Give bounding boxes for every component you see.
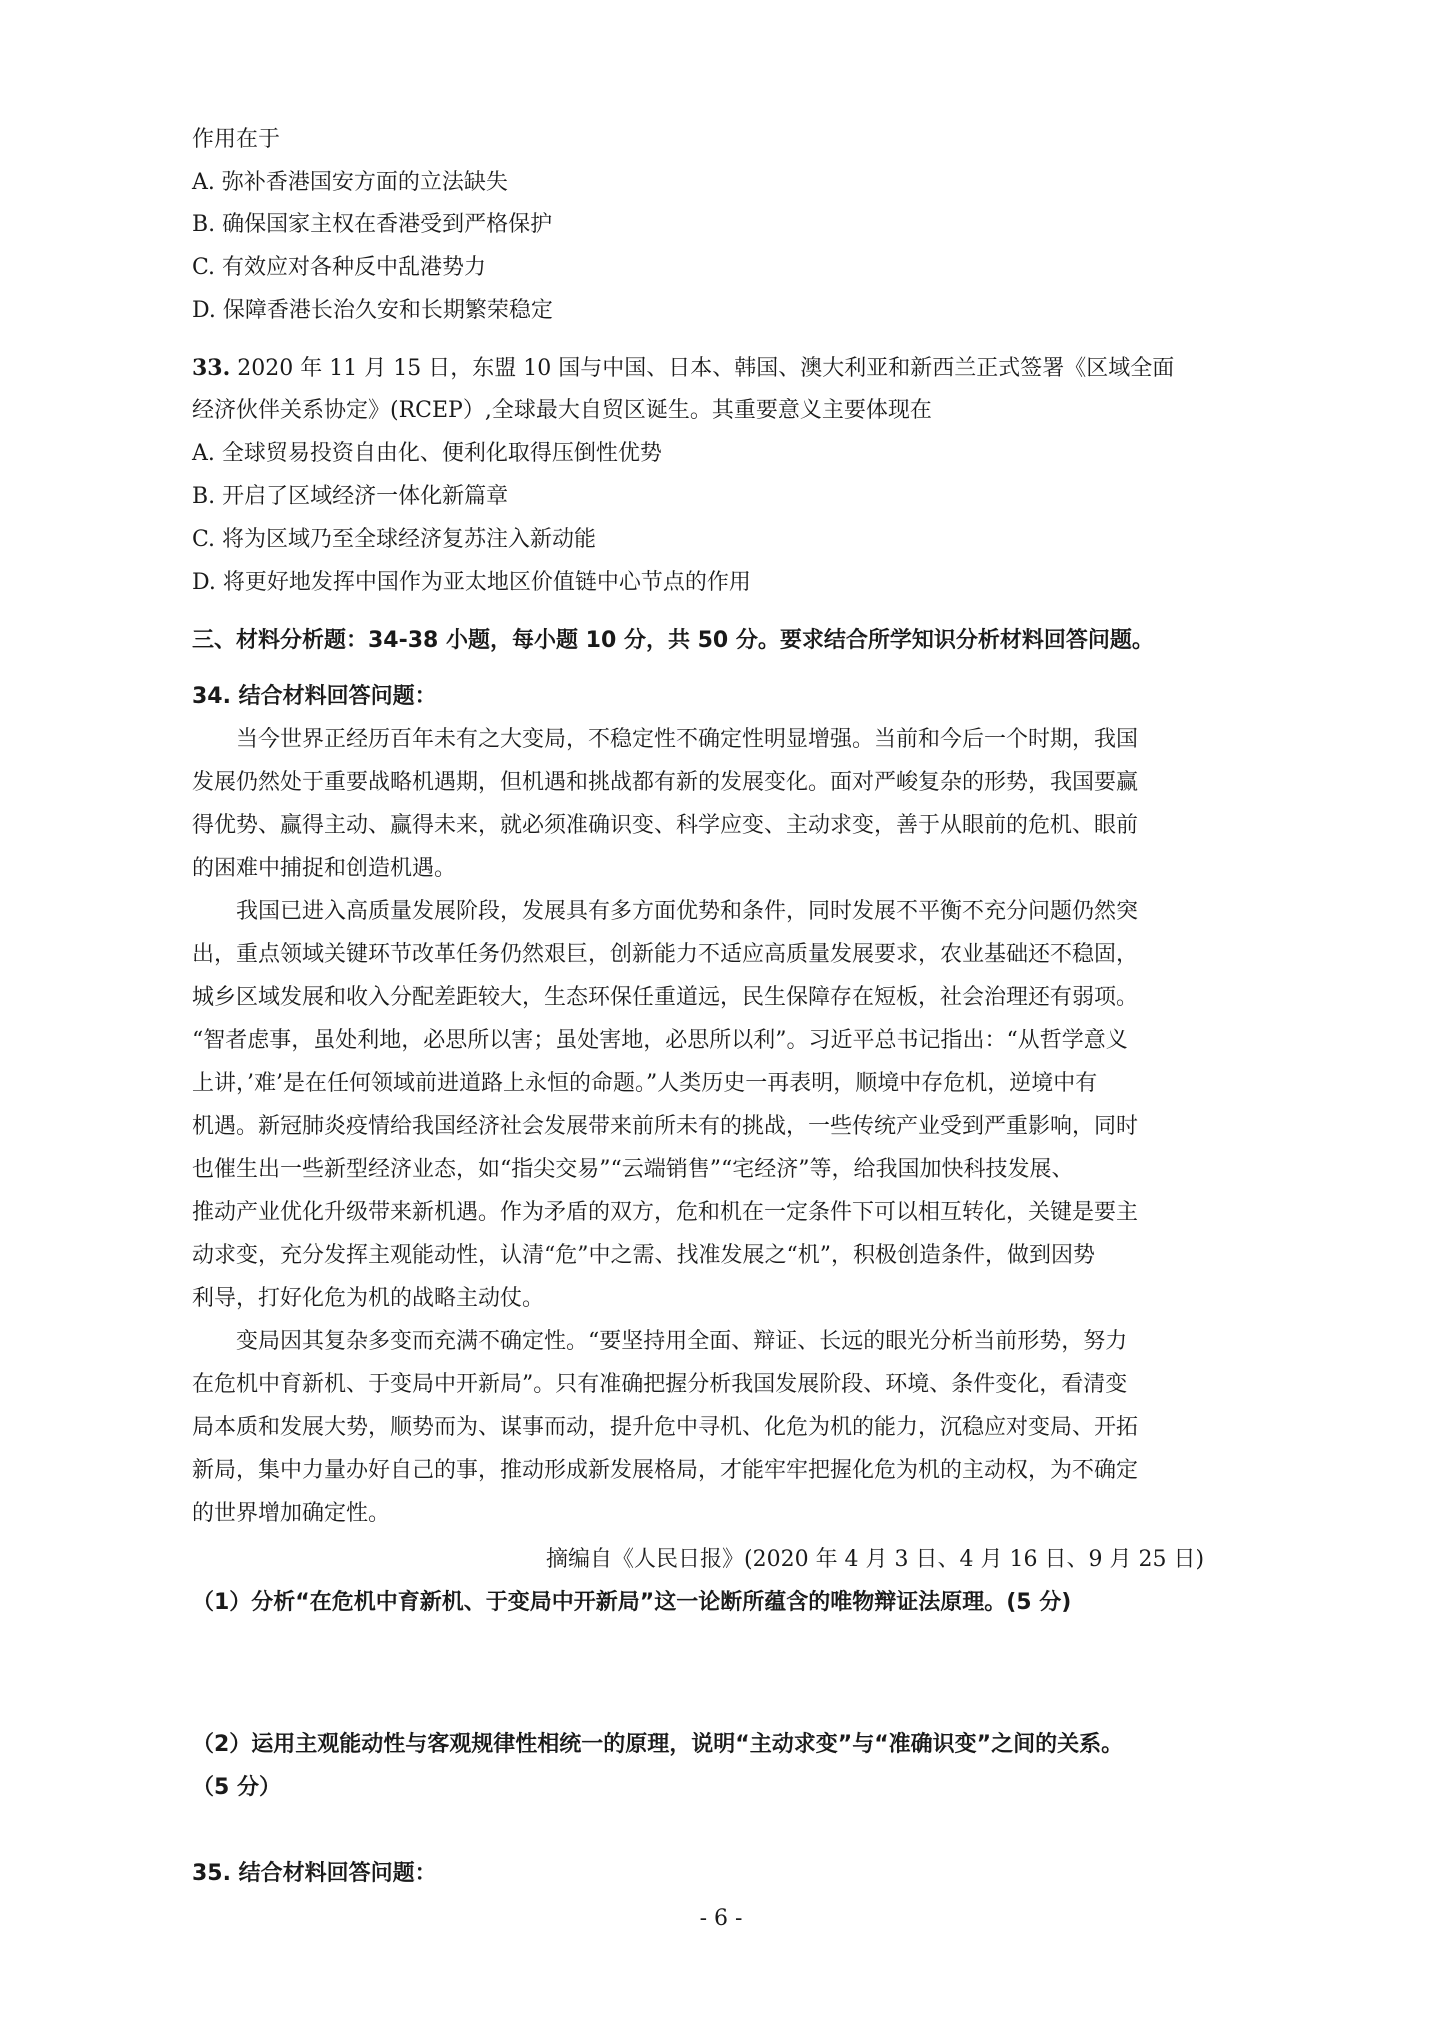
q34-material-line: 上讲，’难’是在任何领域前进道路上永恒的命题。”人类历史一再表明，顺境中存危机，逆境中有 — [192, 1071, 1098, 1096]
q34-material-line: 发展仍然处于重要战略机遇期，但机遇和挑战都有新的发展变化。面对严峻复杂的形势，我国要赢 — [192, 770, 1139, 795]
q33-option-b: B. 开启了区域经济一体化新篇章 — [192, 484, 509, 509]
q32-option-d: D. 保障香港长治久安和长期繁荣稳定 — [192, 298, 553, 323]
q34-material-line: 新局，集中力量办好自己的事，推动形成新发展格局，才能牢牢把握化危为机的主动权，为不确定 — [192, 1458, 1139, 1483]
q34-material-line: 推动产业优化升级带来新机遇。作为矛盾的双方，危和机在一定条件下可以相互转化，关键是要主 — [192, 1200, 1139, 1225]
q34-material-line: 在危机中育新机、于变局中开新局”。只有准确把握分析我国发展阶段、环境、条件变化，看清变 — [192, 1372, 1128, 1397]
q34-material-line: 动求变，充分发挥主观能动性，认清“危”中之需、找准发展之“机”，积极创造条件，做到因势 — [192, 1243, 1095, 1268]
q33-stem-line-1 — [192, 353, 1174, 384]
q34-source: 摘编自《人民日报》(2020 年 4 月 3 日、4 月 16 日、9 月 25 日) — [546, 1547, 1205, 1572]
q34-subquestion-1: （1）分析“在危机中育新机、于变局中开新局”这一论断所蕴含的唯物辩证法原理。(5 分) — [192, 1590, 1072, 1615]
q35-title: 35. 结合材料回答问题： — [192, 1861, 437, 1886]
q34-subquestion-2-line-2: （5 分） — [192, 1775, 281, 1800]
section-3-heading: 三、材料分析题：34-38 小题，每小题 10 分，共 50 分。要求结合所学知识分析材料回答问题。 — [192, 628, 1154, 653]
q34-material-line: 城乡区域发展和收入分配差距较大，生态环保任重道远，民生保障存在短板，社会治理还有弱项。 — [192, 985, 1139, 1010]
q34-material-line: 我国已进入高质量发展阶段，发展具有多方面优势和条件，同时发展不平衡不充分问题仍然突 — [236, 899, 1139, 924]
page-number: - 6 - — [699, 1906, 743, 1931]
q34-material-line: 局本质和发展大势，顺势而为、谋事而动，提升危中寻机、化危为机的能力，沉稳应对变局、开拓 — [192, 1415, 1139, 1440]
q33-option-a: A. 全球贸易投资自由化、便利化取得压倒性优势 — [192, 441, 662, 466]
q34-material-line: 利导，打好化危为机的战略主动仗。 — [192, 1286, 545, 1311]
q34-material-line: 机遇。新冠肺炎疫情给我国经济社会发展带来前所未有的挑战，一些传统产业受到严重影响，同时 — [192, 1114, 1139, 1139]
q34-title: 34. 结合材料回答问题： — [192, 684, 437, 709]
q33-stem-line-2: 经济伙伴关系协定》(RCEP）,全球最大自贸区诞生。其重要意义主要体现在 — [192, 398, 932, 423]
q34-material-line: 的世界增加确定性。 — [192, 1501, 391, 1526]
q33-option-d: D. 将更好地发挥中国作为亚太地区价值链中心节点的作用 — [192, 570, 751, 595]
q34-material-line: 出，重点领域关键环节改革任务仍然艰巨，创新能力不适应高质量发展要求，农业基础还不稳固， — [192, 942, 1139, 967]
q34-material-line: 也催生出一些新型经济业态，如“指尖交易”“云端销售”“宅经济”等，给我国加快科技发展、 — [192, 1157, 1074, 1182]
q34-subquestion-2-line-1: （2）运用主观能动性与客观规律性相统一的原理，说明“主动求变”与“准确识变”之间的关系。 — [192, 1732, 1124, 1757]
q33-stem-text-1: 2020 年 11 月 15 日，东盟 10 国与中国、日本、韩国、澳大利亚和新西兰正式签署《区域全面 — [230, 356, 1175, 381]
q32-option-a: A. 弥补香港国安方面的立法缺失 — [192, 170, 508, 195]
q34-material-line: 当今世界正经历百年未有之大变局，不稳定性不确定性明显增强。当前和今后一个时期，我国 — [236, 727, 1139, 752]
q34-material-line: 的困难中捕捉和创造机遇。 — [192, 856, 457, 881]
q32-option-b: B. 确保国家主权在香港受到严格保护 — [192, 212, 553, 237]
q32-option-c: C. 有效应对各种反中乱港势力 — [192, 255, 487, 280]
q33-number: 33. — [192, 355, 231, 381]
q32-stem-tail: 作用在于 — [192, 127, 281, 152]
q34-material-line: 变局因其复杂多变而充满不确定性。“要坚持用全面、辩证、长远的眼光分析当前形势，努力 — [236, 1329, 1128, 1354]
q34-material-line: “智者虑事，虽处利地，必思所以害；虽处害地，必思所以利”。习近平总书记指出：“从哲学意义 — [192, 1028, 1128, 1053]
q33-option-c: C. 将为区域乃至全球经济复苏注入新动能 — [192, 527, 597, 552]
q34-material-line: 得优势、赢得主动、赢得未来，就必须准确识变、科学应变、主动求变，善于从眼前的危机、眼前 — [192, 813, 1139, 838]
